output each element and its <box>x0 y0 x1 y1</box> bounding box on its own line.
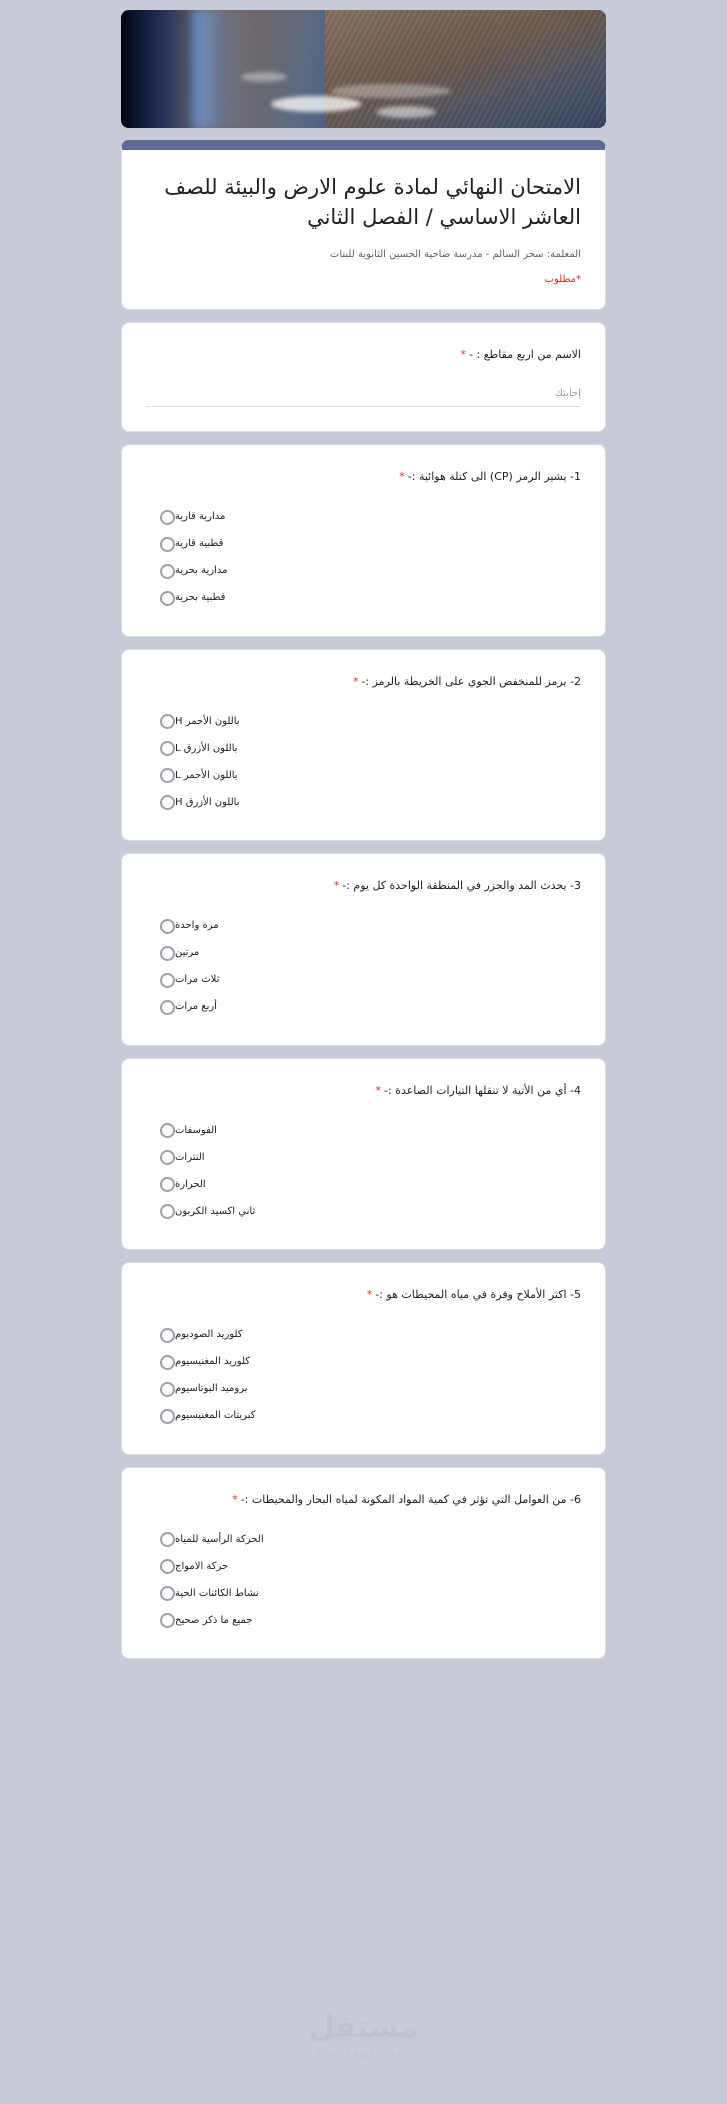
radio-button-icon[interactable] <box>160 1613 175 1628</box>
question-text: 3- يحدث المد والجزر في المنطقة الواحدة كل يوم :- <box>342 879 581 893</box>
radio-button-icon[interactable] <box>160 1000 175 1015</box>
question-title <box>146 347 581 364</box>
option-item[interactable] <box>146 1403 581 1430</box>
required-asterisk: * <box>232 1492 238 1506</box>
required-asterisk: * <box>399 470 405 484</box>
question-title <box>146 1287 581 1304</box>
page-title: الامتحان النهائي لمادة علوم الارض والبيئة للصف العاشر الاساسي / الفصل الثاني <box>164 175 581 230</box>
question-text: 1- يشير الرمز (CP) الى كتلة هوائية :- <box>407 470 581 484</box>
radio-button-icon[interactable] <box>160 591 175 606</box>
radio-button-icon[interactable] <box>160 946 175 961</box>
option-label: قطبية قارية <box>175 538 224 550</box>
option-label: بروميد البوتاسيوم <box>175 1383 248 1395</box>
question-text: الاسم من اربع مقاطع : - <box>469 347 581 361</box>
radio-button-icon[interactable] <box>160 714 175 729</box>
options-list <box>146 1322 581 1430</box>
option-label: مرتين <box>175 947 200 959</box>
option-item[interactable] <box>146 504 581 531</box>
option-label: كلوريد المغنيسيوم <box>175 1356 251 1368</box>
required-asterisk: * <box>352 674 359 688</box>
question-card-name <box>121 322 606 433</box>
options-list <box>146 708 581 816</box>
option-label: باللون الأزرق L <box>175 742 238 754</box>
radio-button-icon[interactable] <box>160 1409 175 1424</box>
option-label: مدارية قارية <box>175 511 226 523</box>
option-item[interactable] <box>146 1553 581 1580</box>
option-label: باللون الأزرق H <box>175 796 240 808</box>
radio-button-icon[interactable] <box>160 1586 175 1601</box>
options-list <box>146 504 581 612</box>
question-title <box>146 1083 581 1100</box>
option-label: قطبية بحرية <box>175 592 226 604</box>
question-card-2 <box>121 649 606 842</box>
banner-cloud <box>241 72 287 82</box>
option-label: كبريتات المغنيسيوم <box>175 1410 256 1422</box>
radio-button-icon[interactable] <box>160 741 175 756</box>
banner-cloud <box>376 106 436 118</box>
form-container <box>121 10 606 1659</box>
required-asterisk: * <box>375 1083 382 1097</box>
option-label: مرة واحدة <box>175 920 219 932</box>
question-card-4 <box>121 1058 606 1251</box>
option-label: النترات <box>175 1151 205 1163</box>
question-title <box>146 469 581 486</box>
radio-button-icon[interactable] <box>160 1355 175 1370</box>
radio-button-icon[interactable] <box>160 1382 175 1397</box>
required-asterisk: * <box>333 879 340 893</box>
radio-button-icon[interactable] <box>160 795 175 810</box>
option-label: حركة الامواج <box>175 1560 229 1572</box>
question-title <box>146 1492 581 1509</box>
option-label: الحرارة <box>175 1178 206 1190</box>
option-label: جميع ما ذكر صحيح <box>175 1614 253 1626</box>
question-text: 4- أي من الأتية لا تنقلها التيارات الصاعدة :- <box>384 1083 581 1097</box>
option-item[interactable] <box>146 994 581 1021</box>
banner-earth-edge <box>121 10 239 128</box>
radio-button-icon[interactable] <box>160 919 175 934</box>
question-card-1 <box>121 444 606 637</box>
question-text: 5- اكثر الأملاح وفرة في مياه المحيطات هو :- <box>375 1288 581 1302</box>
watermark <box>0 2010 727 2060</box>
option-label: ثاني اكسيد الكربون <box>175 1205 256 1217</box>
option-item[interactable] <box>146 967 581 994</box>
radio-button-icon[interactable] <box>160 537 175 552</box>
radio-button-icon[interactable] <box>160 1559 175 1574</box>
option-item[interactable] <box>146 940 581 967</box>
option-label: باللون الأحمر H <box>175 715 240 727</box>
radio-button-icon[interactable] <box>160 1150 175 1165</box>
question-title <box>146 878 581 895</box>
required-asterisk: * <box>460 347 466 361</box>
form-description: المعلمة: سحر السالم - مدرسة ضاحية الحسين الثانوية للبنات <box>329 248 581 260</box>
option-label: أربع مرات <box>175 1001 217 1013</box>
option-label: الفوسفات <box>175 1124 217 1136</box>
option-item[interactable] <box>146 708 581 735</box>
radio-button-icon[interactable] <box>160 1328 175 1343</box>
question-text: 6- من العوامل التي تؤثر في كمية المواد المكونة لمياه البحار والمحيطات :- <box>240 1492 581 1506</box>
form-header-card <box>121 140 606 310</box>
option-label: نشاط الكائنات الحية <box>175 1587 259 1599</box>
banner-cloud <box>331 84 451 98</box>
radio-button-icon[interactable] <box>160 768 175 783</box>
radio-button-icon[interactable] <box>160 1532 175 1547</box>
option-item[interactable] <box>146 1349 581 1376</box>
option-item[interactable] <box>146 762 581 789</box>
option-item[interactable] <box>146 1607 581 1634</box>
watermark-sub: mostaql.com <box>316 2047 411 2060</box>
radio-button-icon[interactable] <box>160 564 175 579</box>
banner-terrain <box>325 10 606 128</box>
option-item[interactable] <box>146 1198 581 1225</box>
option-label: كلوريد الصوديوم <box>175 1329 243 1341</box>
question-text: 2- يرمز للمنخفض الجوي على الخريطة بالرمز :- <box>361 674 581 688</box>
banner-cloud <box>271 96 361 112</box>
option-item[interactable] <box>146 1376 581 1403</box>
option-label: باللون الأحمر L <box>175 769 238 781</box>
watermark-word: مستقل <box>308 2010 419 2045</box>
radio-button-icon[interactable] <box>160 1123 175 1138</box>
radio-button-icon[interactable] <box>160 1177 175 1192</box>
option-item[interactable] <box>146 1144 581 1171</box>
option-item[interactable] <box>146 913 581 940</box>
option-item[interactable] <box>146 1322 581 1349</box>
option-item[interactable] <box>146 789 581 816</box>
option-item[interactable] <box>146 585 581 612</box>
options-list <box>146 913 581 1021</box>
option-item[interactable] <box>146 1117 581 1144</box>
option-item[interactable] <box>146 1171 581 1198</box>
form-banner-image <box>121 10 606 128</box>
question-card-6 <box>121 1467 606 1660</box>
option-label: ثلاث مرات <box>175 974 220 986</box>
radio-button-icon[interactable] <box>160 973 175 988</box>
required-asterisk: * <box>366 1288 373 1302</box>
question-card-3 <box>121 853 606 1046</box>
option-item[interactable] <box>146 1526 581 1553</box>
option-item[interactable] <box>146 558 581 585</box>
question-card-5 <box>121 1262 606 1455</box>
option-label: الحركة الرأسية للمياه <box>175 1533 264 1545</box>
required-note: *مطلوب <box>544 273 581 285</box>
option-item[interactable] <box>146 735 581 762</box>
question-title <box>146 674 581 691</box>
option-item[interactable] <box>146 531 581 558</box>
radio-button-icon[interactable] <box>160 1204 175 1219</box>
option-label: مدارية بحرية <box>175 565 228 577</box>
option-item[interactable] <box>146 1580 581 1607</box>
options-list <box>146 1526 581 1634</box>
name-answer-input[interactable] <box>146 384 581 407</box>
radio-button-icon[interactable] <box>160 510 175 525</box>
options-list <box>146 1117 581 1225</box>
short-answer-wrapper <box>146 381 581 407</box>
